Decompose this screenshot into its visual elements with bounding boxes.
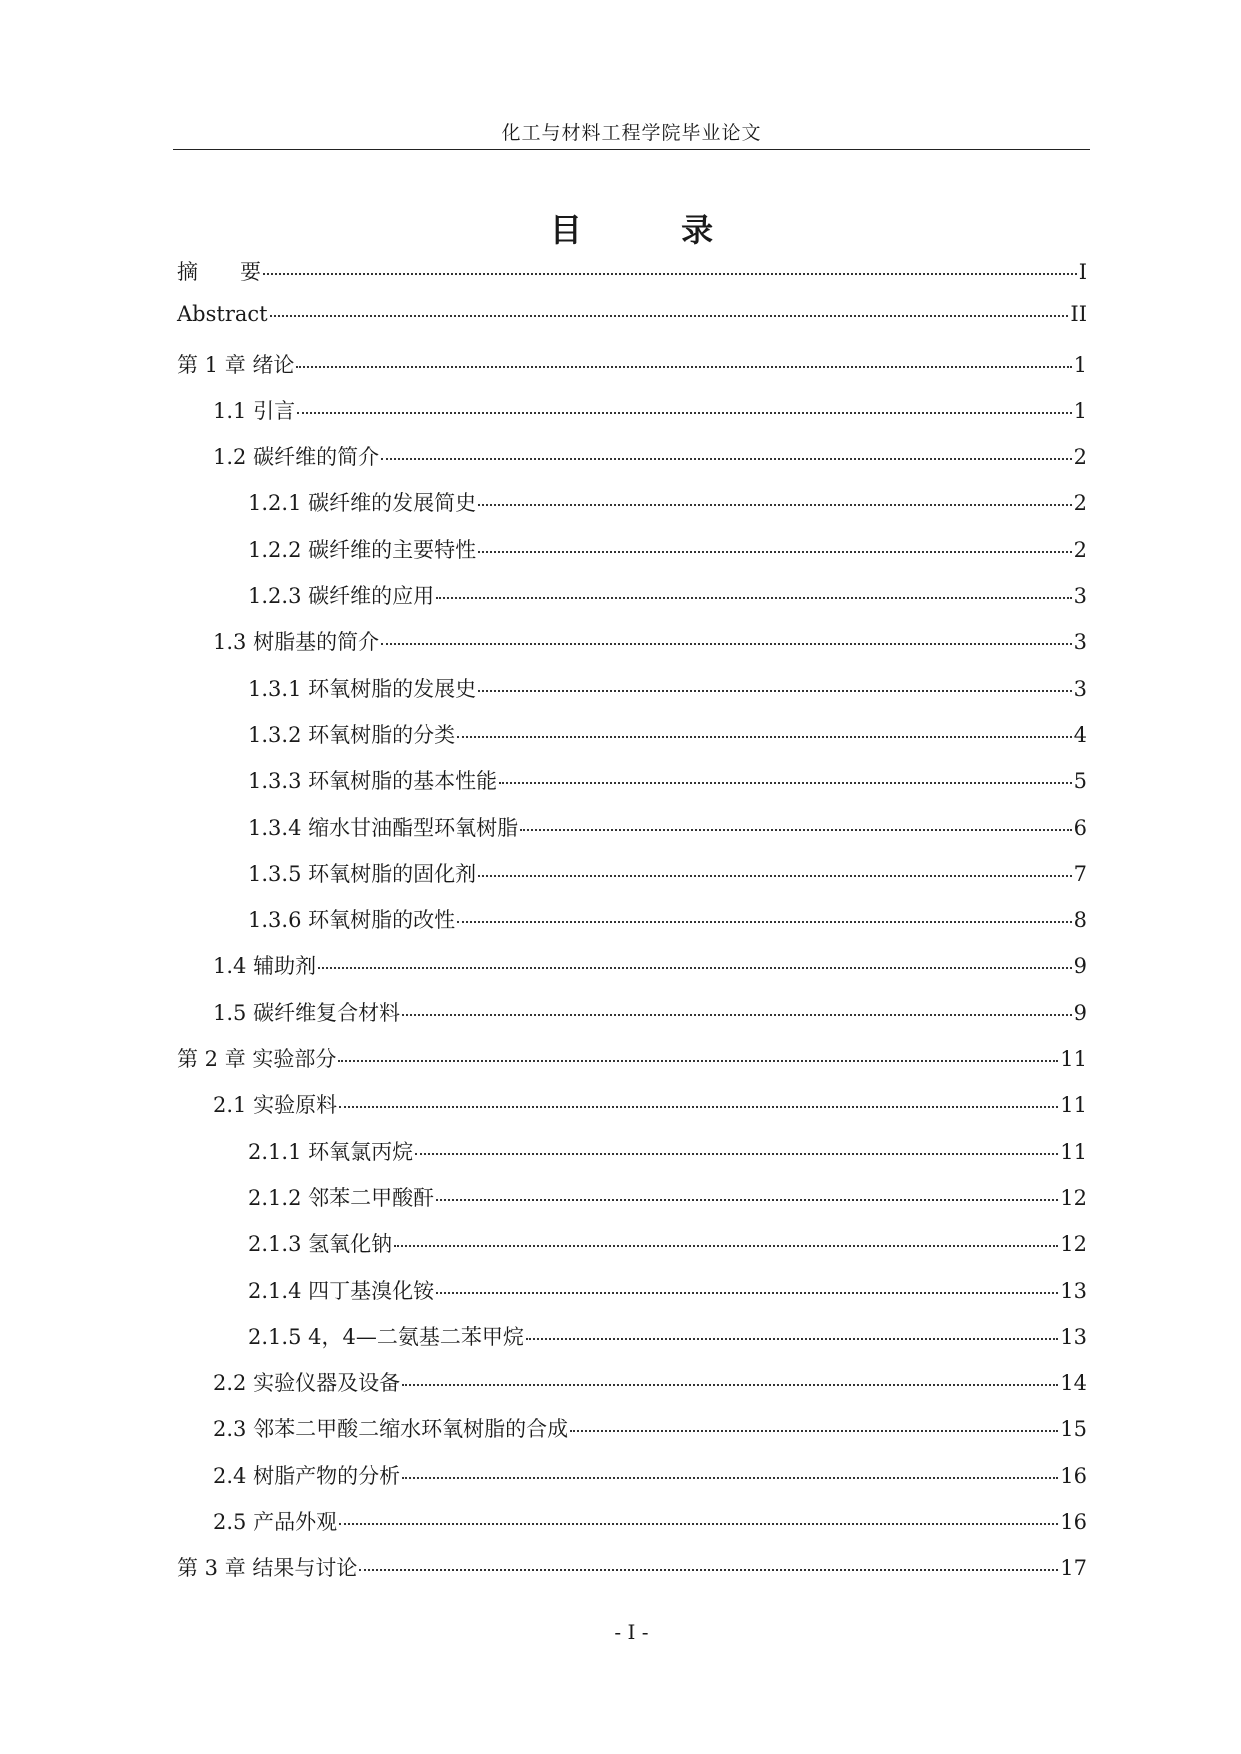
toc-entry-label: 1.2 碳纤维的简介 <box>213 445 380 470</box>
toc-dot-leader <box>436 1292 1058 1294</box>
toc-entry[interactable] <box>177 1136 1087 1182</box>
toc-dot-leader <box>499 782 1072 784</box>
toc-entry[interactable] <box>177 534 1087 580</box>
toc-dot-leader <box>415 1153 1058 1155</box>
toc-entry-label: 1.2.1 碳纤维的发展简史 <box>248 491 477 516</box>
toc-dot-leader <box>457 736 1072 738</box>
toc-entry-label: 第 1 章 绪论 <box>177 352 295 377</box>
toc-dot-leader <box>359 1569 1058 1571</box>
toc-entry-label: 1.2.3 碳纤维的应用 <box>248 584 435 609</box>
toc-entry-page: 11 <box>1060 1139 1087 1164</box>
toc-entry-label: 2.5 产品外观 <box>213 1510 338 1535</box>
toc-dot-leader <box>436 597 1072 599</box>
toc-entry[interactable] <box>177 858 1087 904</box>
toc-dot-leader <box>402 1477 1058 1479</box>
toc-entry-page: 4 <box>1073 722 1087 747</box>
toc-dot-leader <box>457 921 1072 923</box>
toc-entry[interactable] <box>177 349 1087 395</box>
toc-entry-page: 9 <box>1073 1000 1087 1025</box>
toc-entry-label: 1.3.5 环氧树脂的固化剂 <box>248 861 477 886</box>
toc-dot-leader <box>478 875 1072 877</box>
toc-entry-page: 3 <box>1073 676 1087 701</box>
toc-entry-page: I <box>1078 260 1087 284</box>
toc-entry-label: 1.3.1 环氧树脂的发展史 <box>248 676 477 701</box>
toc-entry-page: 11 <box>1060 1047 1087 1072</box>
toc-entry-page: 14 <box>1060 1371 1087 1396</box>
toc-entry[interactable] <box>177 673 1087 719</box>
toc-entry-label: 2.4 树脂产物的分析 <box>213 1463 401 1488</box>
toc-entry[interactable] <box>177 626 1087 672</box>
toc-entry[interactable] <box>177 904 1087 950</box>
toc-dot-leader <box>381 643 1072 645</box>
toc-entry-label: 1.3 树脂基的简介 <box>213 630 380 655</box>
toc-entry[interactable] <box>177 441 1087 487</box>
toc-entry-page: 3 <box>1073 630 1087 655</box>
toc-dot-leader <box>381 458 1072 460</box>
toc-dot-leader <box>478 690 1072 692</box>
toc-entry-page: 13 <box>1060 1278 1087 1303</box>
toc-dot-leader <box>318 967 1072 969</box>
toc-entry-page: 6 <box>1073 815 1087 840</box>
toc-dot-leader <box>402 1384 1058 1386</box>
toc-entry-page: 7 <box>1073 861 1087 886</box>
toc-entry-label: 2.1.4 四丁基溴化铵 <box>248 1278 435 1303</box>
toc-entry-page: II <box>1070 302 1087 327</box>
toc-entry-label: 2.3 邻苯二甲酸二缩水环氧树脂的合成 <box>213 1417 569 1442</box>
toc-entry-page: 16 <box>1060 1463 1087 1488</box>
toc-entry-page: 11 <box>1060 1093 1087 1118</box>
toc-entry-page: 13 <box>1060 1324 1087 1349</box>
toc-dot-leader <box>478 504 1072 506</box>
toc-entry[interactable] <box>177 1460 1087 1506</box>
toc-dot-leader <box>263 273 1077 275</box>
toc-entry[interactable] <box>177 812 1087 858</box>
toc-entry-label: 2.1.2 邻苯二甲酸酐 <box>248 1185 435 1210</box>
toc-entry-label: 1.5 碳纤维复合材料 <box>213 1000 401 1025</box>
toc-entry[interactable] <box>177 1552 1087 1598</box>
toc-entry[interactable] <box>177 719 1087 765</box>
toc-dot-leader <box>270 315 1069 317</box>
toc-entry-page: 8 <box>1073 908 1087 933</box>
toc-entry[interactable] <box>177 302 1087 348</box>
toc-entry-label: 摘 要 <box>177 260 261 284</box>
toc-entry-label: 1.2.2 碳纤维的主要特性 <box>248 537 477 562</box>
toc-dot-leader <box>520 829 1072 831</box>
toc-entry[interactable] <box>177 997 1087 1043</box>
toc-entry-page: 12 <box>1060 1185 1087 1210</box>
toc-entry[interactable] <box>177 1275 1087 1321</box>
toc-entry[interactable] <box>177 1413 1087 1459</box>
toc-entry-label: Abstract <box>177 302 268 327</box>
toc-dot-leader <box>339 1523 1058 1525</box>
toc-dot-leader <box>296 366 1071 368</box>
toc-entry-page: 2 <box>1073 491 1087 516</box>
toc-entry[interactable] <box>177 1089 1087 1135</box>
page-header: 化工与材料工程学院毕业论文 <box>501 122 762 144</box>
toc-title: 目 录 <box>549 211 758 249</box>
table-of-contents <box>177 256 1087 1599</box>
toc-entry-label: 1.3.4 缩水甘油酯型环氧树脂 <box>248 815 519 840</box>
toc-entry[interactable] <box>177 1506 1087 1552</box>
toc-entry-label: 2.2 实验仪器及设备 <box>213 1371 401 1396</box>
toc-entry-page: 12 <box>1060 1232 1087 1257</box>
toc-entry-page: 9 <box>1073 954 1087 979</box>
toc-entry-label: 1.4 辅助剂 <box>213 954 317 979</box>
toc-dot-leader <box>436 1199 1058 1201</box>
toc-dot-leader <box>338 1060 1058 1062</box>
toc-entry-page: 17 <box>1060 1556 1087 1581</box>
toc-entry-label: 1.3.6 环氧树脂的改性 <box>248 908 456 933</box>
toc-entry-page: 15 <box>1060 1417 1087 1442</box>
toc-entry-label: 1.3.2 环氧树脂的分类 <box>248 722 456 747</box>
toc-entry-label: 2.1.1 环氧氯丙烷 <box>248 1139 414 1164</box>
toc-entry[interactable] <box>177 1228 1087 1274</box>
toc-entry-page: 3 <box>1073 584 1087 609</box>
toc-entry[interactable] <box>177 1182 1087 1228</box>
toc-dot-leader <box>297 412 1072 414</box>
toc-entry[interactable] <box>177 1321 1087 1367</box>
toc-dot-leader <box>570 1430 1058 1432</box>
toc-dot-leader <box>402 1014 1072 1016</box>
toc-dot-leader <box>394 1245 1058 1247</box>
toc-entry-label: 1.1 引言 <box>213 398 296 423</box>
toc-entry-page: 1 <box>1073 352 1087 377</box>
toc-entry-page: 1 <box>1073 398 1087 423</box>
page-number: - I - <box>614 1620 649 1644</box>
toc-entry[interactable] <box>177 580 1087 626</box>
toc-entry[interactable] <box>177 950 1087 996</box>
toc-dot-leader <box>526 1338 1058 1340</box>
toc-entry-label: 1.3.3 环氧树脂的基本性能 <box>248 769 498 794</box>
toc-entry-label: 第 2 章 实验部分 <box>177 1047 337 1072</box>
toc-dot-leader <box>339 1106 1058 1108</box>
toc-entry[interactable] <box>177 256 1087 302</box>
toc-entry[interactable] <box>177 765 1087 811</box>
toc-entry-page: 5 <box>1073 769 1087 794</box>
toc-entry[interactable] <box>177 1043 1087 1089</box>
toc-entry-label: 2.1.5 4，4—二氨基二苯甲烷 <box>248 1324 524 1349</box>
toc-entry-page: 2 <box>1073 537 1087 562</box>
toc-entry-label: 2.1.3 氢氧化钠 <box>248 1232 393 1257</box>
toc-entry[interactable] <box>177 487 1087 533</box>
toc-entry-page: 16 <box>1060 1510 1087 1535</box>
toc-entry[interactable] <box>177 1367 1087 1413</box>
toc-entry[interactable] <box>177 395 1087 441</box>
header-rule <box>173 149 1090 150</box>
toc-entry-label: 第 3 章 结果与讨论 <box>177 1556 358 1581</box>
toc-entry-label: 2.1 实验原料 <box>213 1093 338 1118</box>
toc-dot-leader <box>478 551 1072 553</box>
toc-entry-page: 2 <box>1073 445 1087 470</box>
